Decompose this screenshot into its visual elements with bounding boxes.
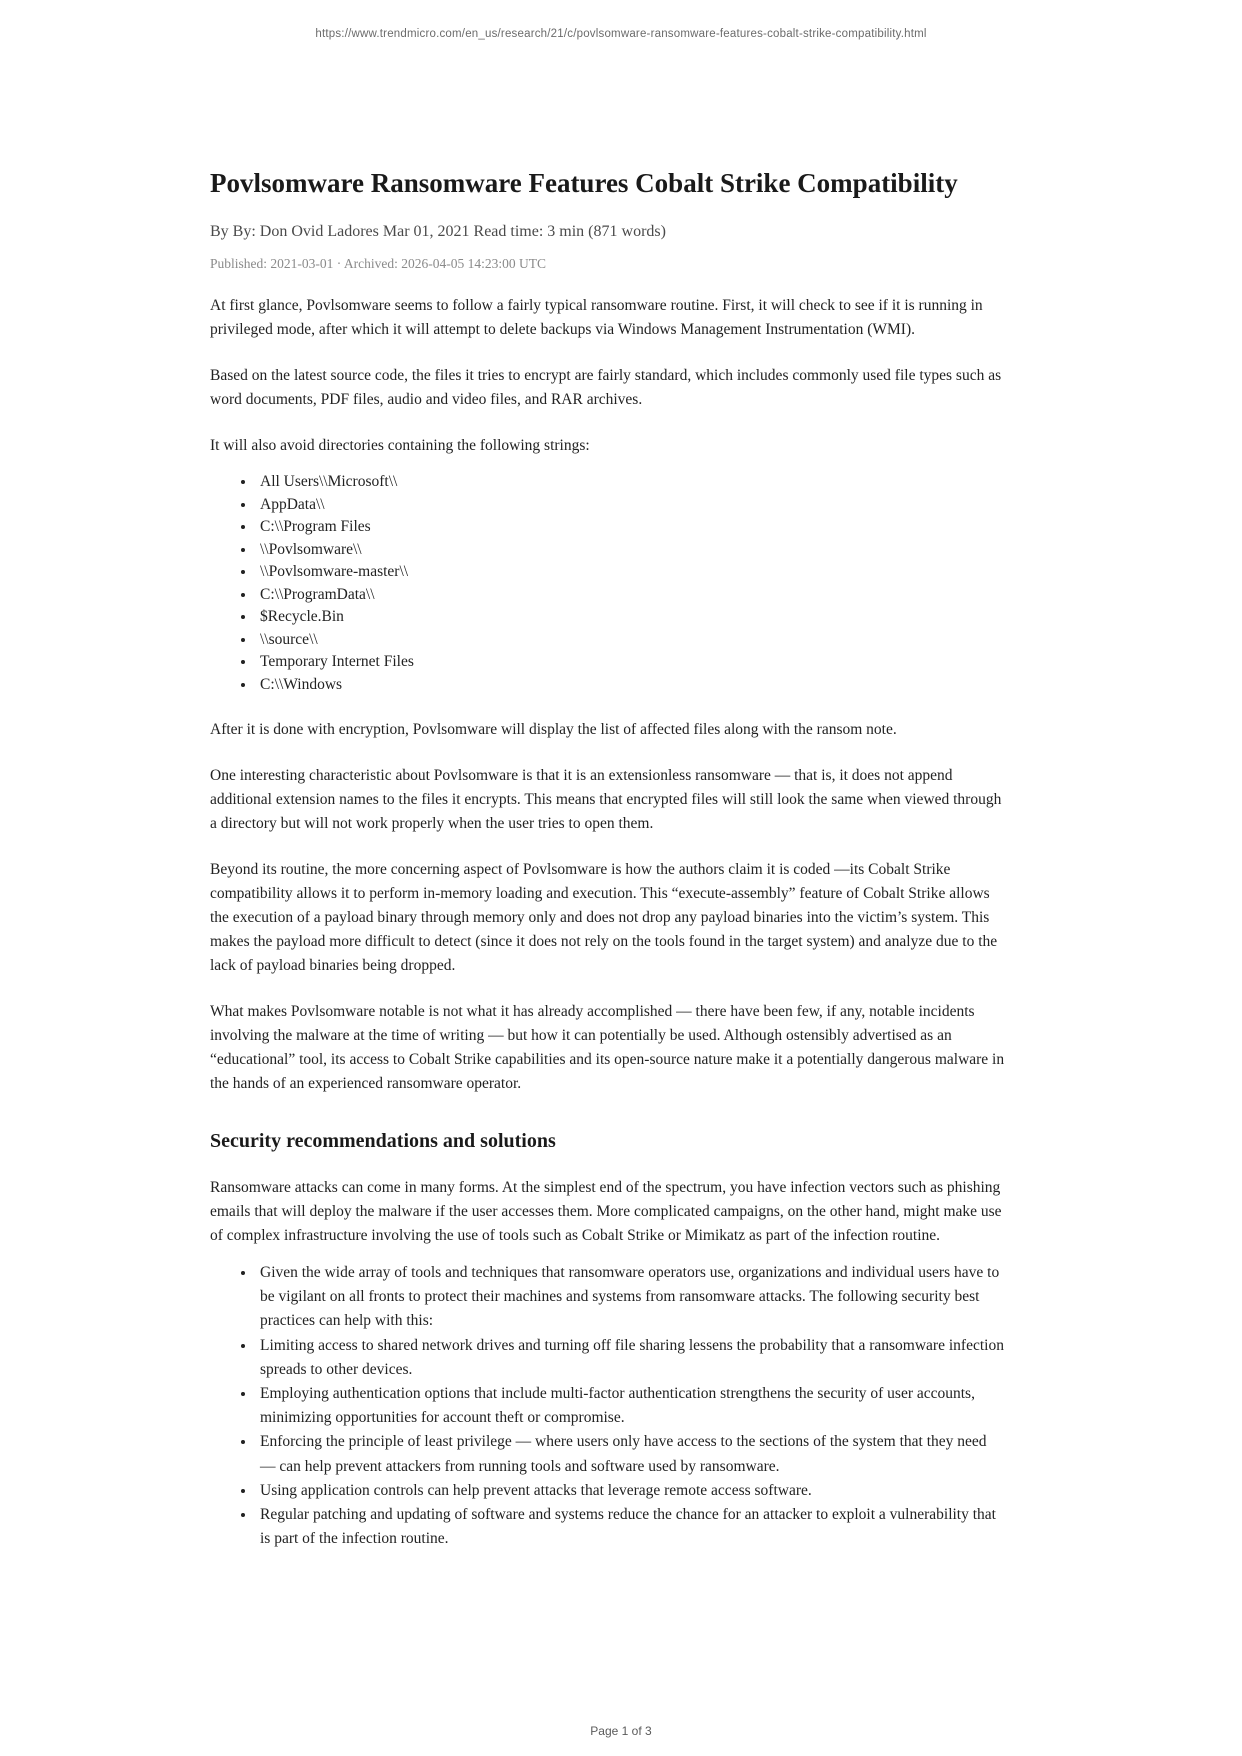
paragraph-notable: What makes Povlsomware notable is not what it has already accomplished — there have been few, if any, notable incidents involving the malware at the time of writing — but how it can potentially be used. Although ostensibly advertised as an “educational” tool, its access to Cobalt Strike capabilities and its open-source nature make it a potentially dangerous malware in the hands of an experienced ransomware operator.: [210, 1003, 1005, 1092]
list-item: • Enforcing the principle of least privilege — where users only have access to the sections of the system that they need — can help prevent attackers from running tools and software used by ransomware.: [256, 1430, 1005, 1478]
security-recommendations-list: [210, 1261, 1005, 1551]
paragraph-cobalt-strike: Beyond its routine, the more concerning aspect of Povlsomware is how the authors claim it is coded —its Cobalt Strike compatibility allows it to perform in-memory loading and execution. This “execute-assembly” feature of Cobalt Strike allows the execution of a payload binary through memory only and does not drop any payload binaries into the victim’s system. This makes the payload more difficult to detect (since it does not rely on the tools found in the target system) and analyze due to the lack of payload binaries being dropped.: [210, 861, 998, 974]
paragraph-extensionless: One interesting characteristic about Povlsomware is that it is an extensionless ransomware — that is, it does not append additional extension names to the files it encrypts. This means that encrypted files will still look the same when viewed through a directory but will not work properly when the user tries to open them.: [210, 767, 1002, 832]
list-item: • C:\\Windows: [256, 674, 1005, 697]
section-heading-security-recommendations: Security recommendations and solutions: [210, 1130, 556, 1152]
list-item: • AppData\\: [256, 494, 1005, 517]
paragraph-avoid-directories-intro: It will also avoid directories containing the following strings:: [210, 437, 590, 454]
paragraph-intro-routine: At first glance, Povlsomware seems to follow a fairly typical ransomware routine. First, it will check to see if it is running in privileged mode, after which it will attempt to delete backups via Windows Management Instrumentation (WMI).: [210, 297, 983, 338]
list-item: • C:\\Program Files: [256, 516, 1005, 539]
list-item: • Regular patching and updating of software and systems reduce the chance for an attacker to exploit a vulnerability that is part of the infection routine.: [256, 1503, 1005, 1551]
paragraph-ransomware-forms: Ransomware attacks can come in many forms. At the simplest end of the spectrum, you have infection vectors such as phishing emails that will deploy the malware if the user accesses them. More complicated campaigns, on the other hand, might make use of complex infrastructure involving the use of tools such as Cobalt Strike or Mimikatz as part of the infection routine.: [210, 1179, 1002, 1244]
list-item: • \\source\\: [256, 629, 1005, 652]
list-item: • Employing authentication options that include multi-factor authentication strengthens the security of user accounts, minimizing opportunities for account theft or compromise.: [256, 1382, 1005, 1430]
page-number-footer: Page 1 of 3: [590, 1724, 652, 1738]
article-published-archived-line: Published: 2021-03-01 · Archived: 2026-04-05 14:23:00 UTC: [210, 256, 546, 271]
list-item: • Given the wide array of tools and techniques that ransomware operators use, organizations and individual users have to be vigilant on all fronts to protect their machines and systems from ransomware attacks. The following security best practices can help with this:: [256, 1261, 1005, 1334]
list-item: • \\Povlsomware\\: [256, 539, 1005, 562]
list-item: • All Users\\Microsoft\\: [256, 471, 1005, 494]
article-title: Povlsomware Ransomware Features Cobalt Strike Compatibility: [210, 168, 958, 198]
list-item: • Limiting access to shared network drives and turning off file sharing lessens the probability that a ransomware infection spreads to other devices.: [256, 1334, 1005, 1382]
list-item: • $Recycle.Bin: [256, 606, 1005, 629]
list-item: • Temporary Internet Files: [256, 651, 1005, 674]
paragraph-after-encryption: After it is done with encryption, Povlsomware will display the list of affected files along with the ransom note.: [210, 721, 897, 738]
article-byline: By By: Don Ovid Ladores Mar 01, 2021 Read time: 3 min (871 words): [210, 223, 666, 240]
list-item: • \\Povlsomware-master\\: [256, 561, 1005, 584]
list-item: • C:\\ProgramData\\: [256, 584, 1005, 607]
article-content: [210, 0, 1005, 1551]
list-item: • Using application controls can help prevent attacks that leverage remote access software.: [256, 1479, 1005, 1503]
paragraph-source-code: Based on the latest source code, the files it tries to encrypt are fairly standard, which includes commonly used file types such as word documents, PDF files, audio and video files, and RAR archives.: [210, 367, 1002, 408]
avoided-directories-list: [210, 471, 1005, 696]
print-header-url: https://www.trendmicro.com/en_us/research/21/c/povlsomware-ransomware-features-cobalt-strike-compatibility.html: [315, 28, 927, 40]
